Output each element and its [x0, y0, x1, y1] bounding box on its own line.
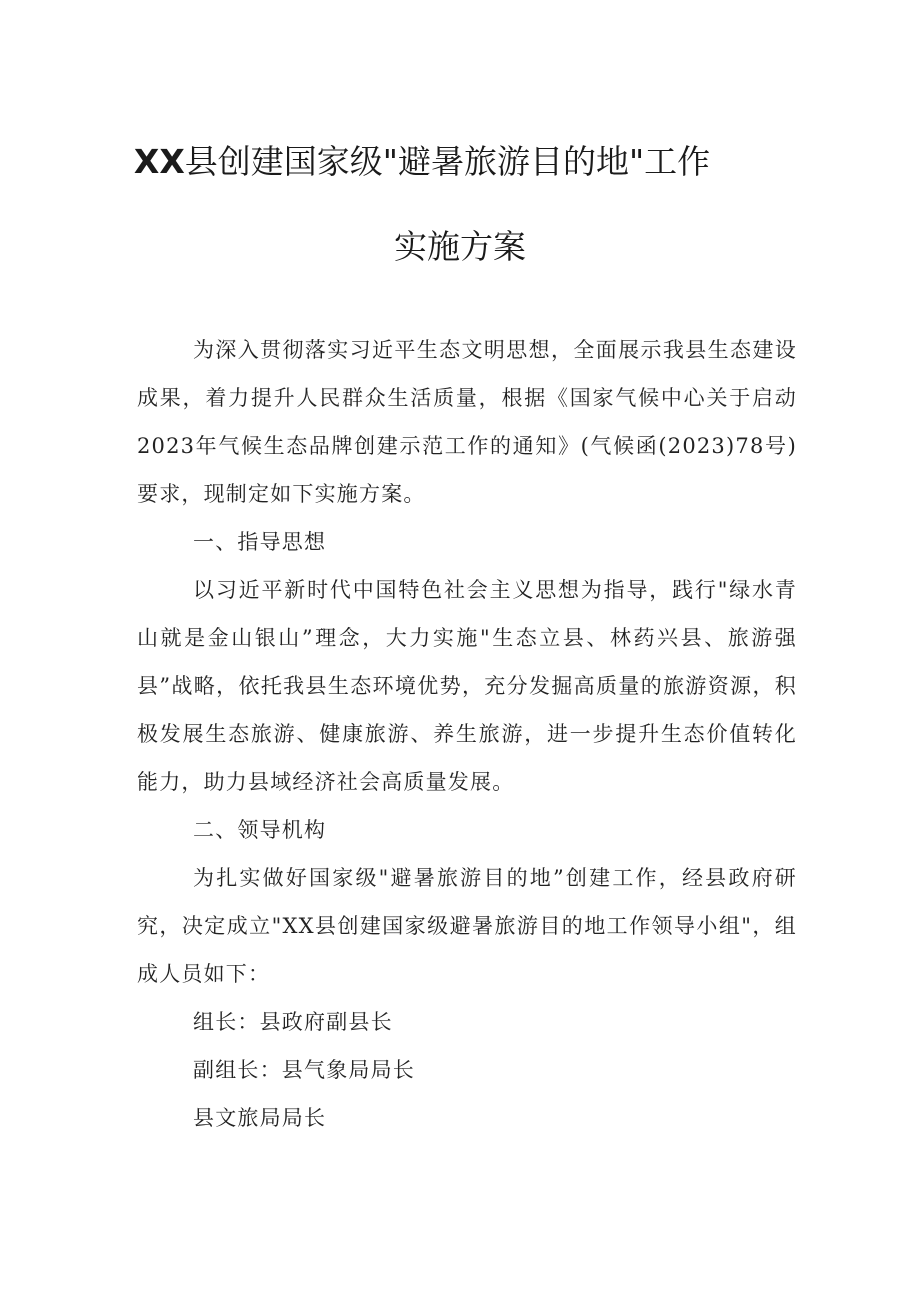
guiding-ideology-paragraph: 以习近平新时代中国特色社会主义思想为指导，践行"绿水青山就是金山银山”理念，大力实施"生态立县、林药兴县、旅游强县”战略，依托我县生态环境优势，充分发掘高质量的旅游资源，积极发展生态旅游、健康旅游、养生旅游，进一步提升生态价值转化能力，助力县域经济社会高质量发展。 — [137, 578, 797, 794]
title-county-placeholder: XX — [133, 142, 185, 181]
document-title-line-1 — [0, 142, 882, 182]
document-title-line-2: 实施方案 — [394, 227, 526, 266]
title-line-1-text: 县创建国家级"避暑旅游目的地"工作 — [184, 142, 711, 181]
section-heading-guiding-ideology: 一、指导思想 — [193, 530, 327, 554]
leadership-paragraph: 为扎实做好国家级"避暑旅游目的地”创建工作，经县政府研究，决定成立"XX县创建国家级避暑旅游目的地工作领导小组"，组成人员如下： — [137, 866, 797, 986]
document-body — [137, 326, 797, 1142]
member-tourism-bureau: 县文旅局局长 — [193, 1106, 327, 1130]
member-leader: 组长：县政府副县长 — [193, 1010, 393, 1034]
section-heading-leadership: 二、领导机构 — [193, 818, 327, 842]
member-deputy-leader: 副组长：县气象局局长 — [193, 1058, 415, 1082]
intro-paragraph: 为深入贯彻落实习近平生态文明思想，全面展示我县生态建设成果，着力提升人民群众生活质量，根据《国家气候中心关于启动2023年气候生态品牌创建示范工作的通知》(气候函(2023)78号)要求，现制定如下实施方案。 — [137, 338, 797, 506]
